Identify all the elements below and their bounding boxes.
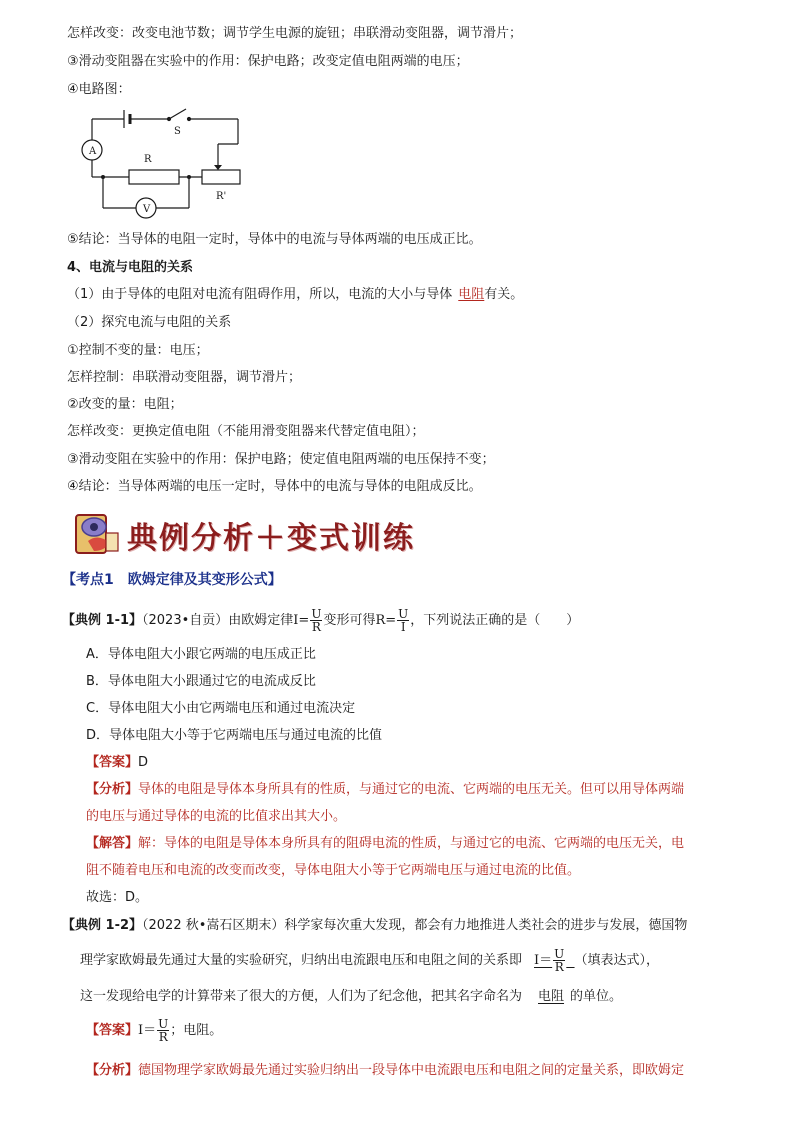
text-line: 怎样改变：改变电池节数；调节学生电源的旋钮；串联滑动变阻器，调节滑片； [67,26,523,41]
banner-icon [74,511,122,557]
answer-blank: I＝ $\frac{U}{R}$ [534,947,565,974]
text-line: ③滑动变阻器在实验中的作用：保护电路；改变定值电阻两端的电压； [67,54,469,69]
analysis-line: 【分析】导体的电阻是导体本身所具有的性质，与通过它的电流、它两端的电压无关。但可以用导体两端 [86,782,685,797]
text-line: （2）探究电流与电阻的关系 [67,315,232,330]
resistor-label: R [144,154,152,165]
text-line: 怎样控制：串联滑动变阻器，调节滑片； [67,370,302,385]
example-question: 【典例 1-2】（2022 秋•嵩石区期末）科学家每次重大发现，都会有力地推进人类社会的进步与发展，德国物 [62,918,688,933]
option-b: B．导体电阻大小跟通过它的电流成反比 [86,674,316,689]
analysis-line: 【分析】德国物理学家欧姆最先通过实验归纳出一段导体中电流跟电压和电阻之间的定量关系，即欧姆定 [86,1063,685,1078]
answer-line: 【答案】D [86,755,149,770]
text-line: ④结论：当导体两端的电压一定时，导体中的电流与导体的电阻成反比。 [67,479,482,494]
ammeter-label: A [89,146,97,157]
answer-line: 【答案】I＝ $\frac{U}{R}$ ；电阻。 [86,1017,223,1044]
banner-title: 典例分析＋变式训练 [127,521,415,556]
answer-blank: 电阻 [458,287,485,302]
choice-line: 故选：D。 [86,890,149,905]
example-question: 理学家欧姆最先通过大量的实验研究，归纳出电流跟电压和电阻之间的关系即 I＝ $\frac{U}{R}$ （填表达式）， [80,947,660,974]
voltmeter-label: V [143,204,151,215]
example-question: 这一发现给电学的计算带来了很大的方便，人们为了纪念他，把其名字命名为 电阻 的单位。 [80,989,623,1004]
text-line: （1）由于导体的电阻对电流有阻碍作用，所以，电流的大小与导体 电阻有关。 [67,287,524,302]
example-question: 【典例 1-1】（2023•自贡）由欧姆定律I= $\frac{U}{R}$ 变形可得R= $\frac{U}{I}$ ，下列说法正确的是（ ） [62,607,580,634]
option-d: D．导体电阻大小等于它两端电压与通过电流的比值 [86,728,383,743]
circuit-diagram [76,102,246,222]
text-line: ②改变的量：电阻； [67,397,183,412]
text-line: ①控制不变的量：电压； [67,343,209,358]
text-line: ④电路图： [67,82,131,97]
switch-label: S [174,126,181,137]
text-line: ⑤结论：当导体的电阻一定时，导体中的电流与导体两端的电压成正比。 [67,232,482,247]
analysis-line: 的电压与通过导体的电流的比值求出其大小。 [86,809,347,824]
section-heading: 4、电流与电阻的关系 [67,260,194,275]
option-c: C．导体电阻大小由它两端电压和通过电流决定 [86,701,356,716]
text-line: ③滑动变阻在实验中的作用：保护电路；使定值电阻两端的电压保持不变； [67,452,495,467]
solution-line: 【解答】解：导体的电阻是导体本身所具有的阻碍电流的性质，与通过它的电流、它两端的电压无关，电 [86,836,685,851]
rheostat-label: R' [216,191,227,202]
answer-blank: 电阻 [538,989,565,1004]
text-line: 怎样改变：更换定值电阻（不能用滑变阻器来代替定值电阻）； [67,424,425,439]
kaodian-title: 【考点1 欧姆定律及其变形公式】 [62,572,282,588]
option-a: A．导体电阻大小跟它两端的电压成正比 [86,647,316,662]
solution-line: 阻不随着电压和电流的改变而改变，导体电阻大小等于它两端电压与通过电流的比值。 [86,863,581,878]
